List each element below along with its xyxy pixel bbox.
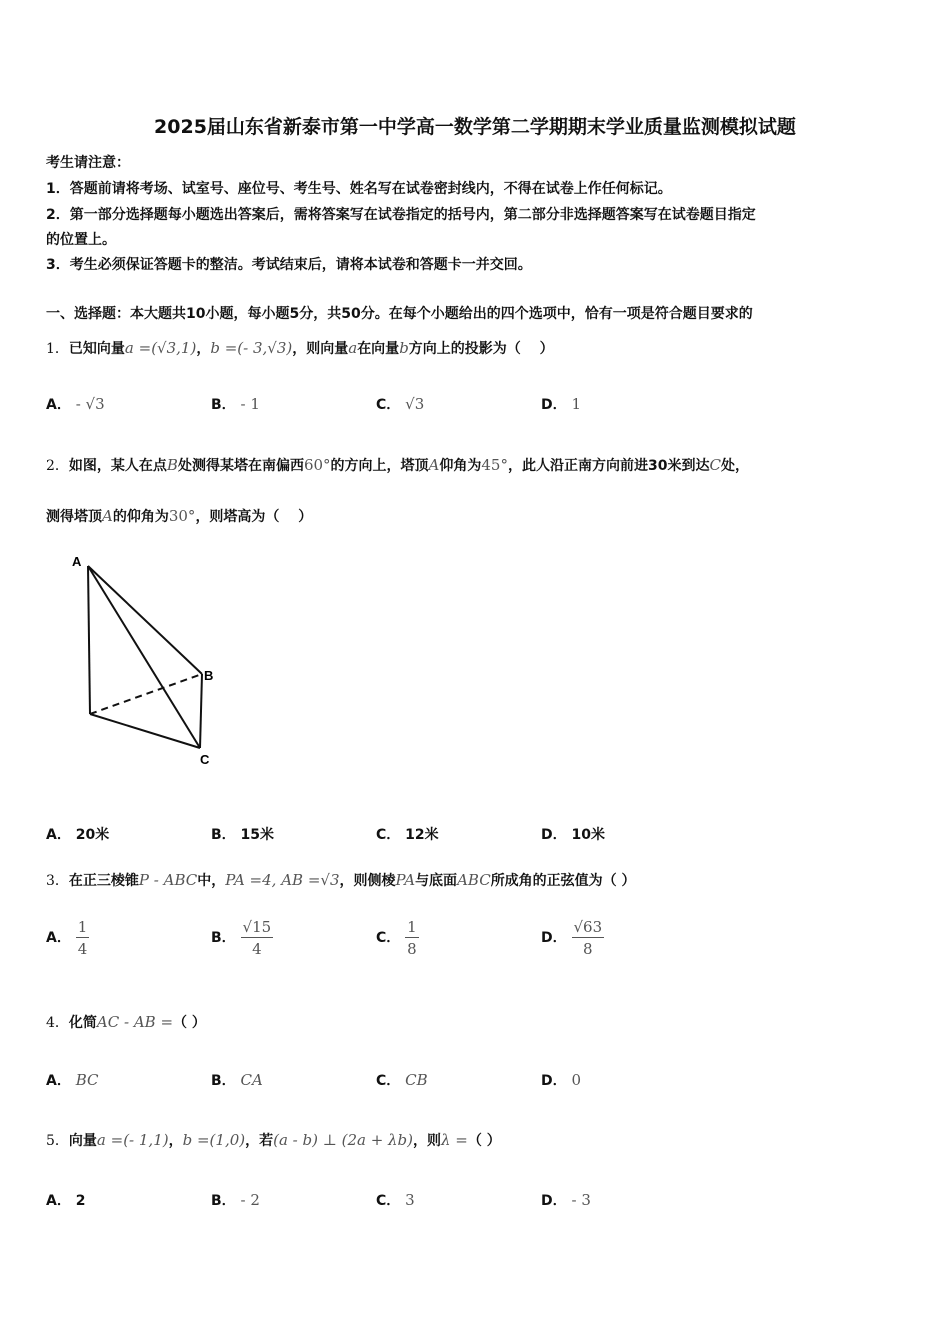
q5-option-d[interactable]: D． - 3 [541, 1191, 591, 1209]
q1-number: 1． [46, 341, 69, 357]
q5-option-c[interactable]: C． 3 [376, 1191, 415, 1209]
q1-option-d[interactable]: D． 1 [541, 395, 582, 413]
q1-option-a[interactable]: A． - √3 [46, 395, 105, 413]
q2-option-d[interactable]: D． 10米 [541, 827, 605, 843]
q4-option-b[interactable]: B． CA [211, 1071, 263, 1089]
line-db-dashed [90, 674, 202, 714]
q5-option-b[interactable]: B． - 2 [211, 1191, 260, 1209]
notice-line-2b: 的位置上。 [46, 232, 116, 248]
notice-line-3: 3．考生必须保证答题卡的整洁。考试结束后，请将本试卷和答题卡一并交回。 [46, 257, 532, 273]
q1-option-b[interactable]: B． - 1 [211, 395, 260, 413]
q3-option-c[interactable]: C． $\frac{1}{8}$ [376, 918, 417, 958]
q4-option-c[interactable]: C． CB [376, 1071, 428, 1089]
label-a: A [72, 554, 82, 569]
q2-option-c[interactable]: C． 12米 [376, 827, 439, 843]
section-heading: 一、选择题：本大题共10小题，每小题5分，共50分。在每个小题给出的四个选项中，恰有一项是符合题目要求的 [46, 306, 753, 322]
q3-option-a[interactable]: A． $\frac{1}{4}$ [46, 918, 88, 958]
q1-vector-b: b =(- 3,√3) [210, 339, 293, 357]
notice-line-2a: 2．第一部分选择题每小题选出答案后，需将答案写在试卷指定的括号内，第二部分非选择题答案写在试卷题目指定 [46, 207, 756, 223]
q3-option-d[interactable]: D． $\frac{√63}{8}$ [541, 918, 603, 958]
question-2: 2．如图，某人在点B处测得某塔在南偏西60°的方向上，塔顶A仰角为45°，此人沿正南方向前进30米到达C处， [46, 456, 749, 474]
q3-option-b[interactable]: B． $\frac{√15}{4}$ [211, 918, 272, 958]
notice-heading: 考生请注意： [46, 155, 130, 171]
question-3: 3．在正三棱锥P - ABC中，PA =4, AB =√3，则侧棱PA与底面ABC所成角的正弦值为（ ） [46, 871, 636, 889]
label-c: C [200, 752, 210, 767]
question-1: 1．已知向量a =(√3,1)，b =(- 3,√3)，则向量a在向量b方向上的投影为（ ） [46, 339, 554, 357]
question-4: 4．化简AC - AB =（ ） [46, 1013, 206, 1031]
q5-option-a[interactable]: A． 2 [46, 1193, 86, 1209]
q2-option-a[interactable]: A． 20米 [46, 827, 110, 843]
tower-figure [66, 550, 226, 770]
tower-line-ad [88, 566, 90, 714]
line-dc [90, 714, 200, 748]
page-title: 2025届山东省新泰市第一中学高一数学第二学期期末学业质量监测模拟试题 [154, 116, 796, 138]
label-b: B [204, 668, 214, 683]
q2-option-b[interactable]: B． 15米 [211, 827, 275, 843]
notice-line-1: 1．答题前请将考场、试室号、座位号、考生号、姓名写在试卷密封线内，不得在试卷上作任何标记。 [46, 181, 672, 197]
line-bc [200, 674, 202, 748]
q1-vector-a: a =(√3,1) [124, 339, 197, 357]
q4-option-d[interactable]: D． 0 [541, 1071, 582, 1089]
question-5: 5．向量a =(- 1,1)，b =(1,0)，若(a - b) ⊥ (2a + λb)，则λ =（ ） [46, 1131, 501, 1149]
question-2-line-2: 测得塔顶A的仰角为30°，则塔高为（ ） [46, 507, 313, 525]
q4-option-a[interactable]: A． BC [46, 1071, 99, 1089]
q1-option-c[interactable]: C． √3 [376, 395, 425, 413]
